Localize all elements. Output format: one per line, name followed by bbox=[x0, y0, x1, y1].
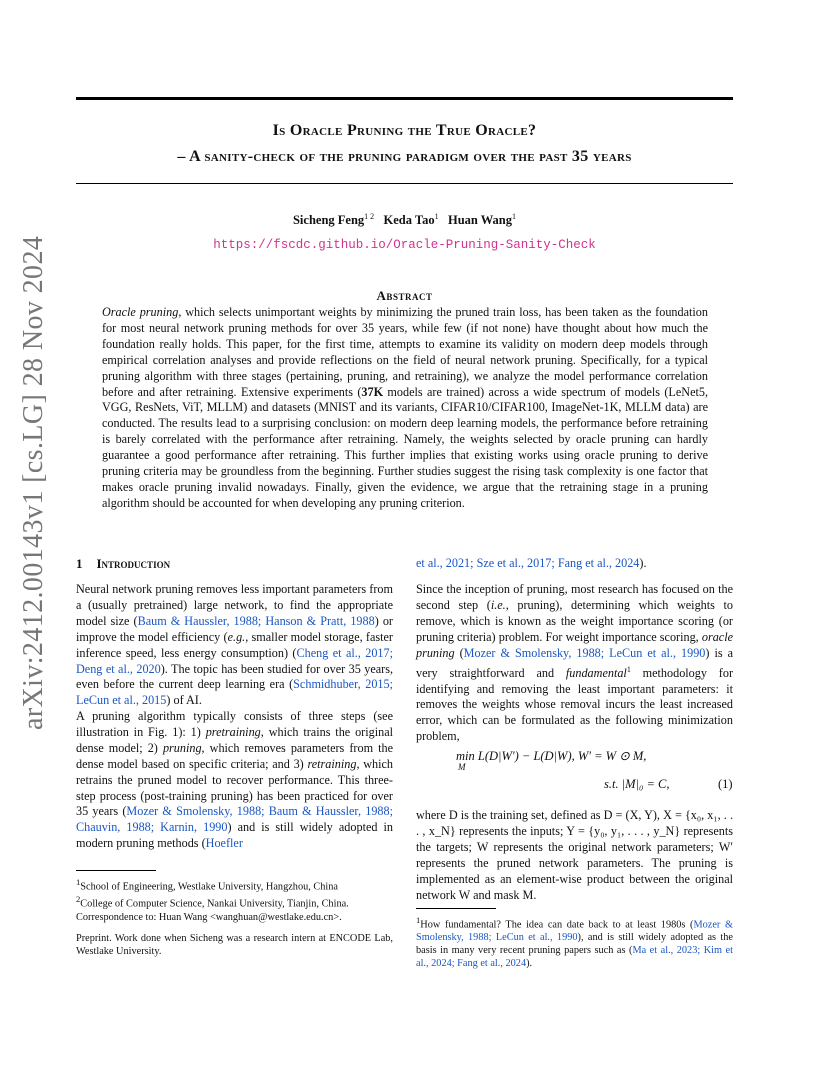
citation-link[interactable]: et al., 2021; Sze et al., 2017; Fang et al., 2024 bbox=[416, 556, 640, 570]
section-heading-introduction bbox=[76, 556, 170, 572]
intro-paragraph-4: where D is the training set, defined as D = (X, Y), X = {x₀, x₁, . . . , x_N} represents the inputs; Y = {y₀, y₁, . . . , y_N} represents the targets; W represents the original network parameters; W′ represents the pruned network parameters. The pruning is implemented as an element-wise product between the original network W and mask M. bbox=[416, 808, 733, 902]
intro-paragraph-3: Since the inception of pruning, most research has focused on the second step (i.e., pruning), determining which weights to remove, which is known as the weight importance scoring (or pruning criteria) problem. For weight importance scoring, oracle pruning (Mozer & Smolensky, 1988; LeCun et al., 1990) is a very straightforward and fundamental$^1$ methodology for identifying and removing the least important parameters: it removes the weights whose removal incurs the least increased error, which can be formulated as the following minimization problem, bbox=[416, 582, 733, 744]
author-affiliation: 1 bbox=[434, 212, 439, 221]
abstract-body: Oracle pruning, which selects unimportant weights by minimizing the pruned train loss, has been taken as the foundation for most neural network pruning methods for over 35 years, while few (if not none) have thought about how much the foundation really holds. This paper, for the first time, attempts to examine its validity on modern deep models through empirical correlation analyses and provide reflections on the field of neural network pruning. Specifically, for a typical pruning algorithm with three stages (pertaining, pruning, and retraining), we analyze the model performance correlation before and after retraining. Extensive experiments (37K models are trained) across a wide spectrum of models (LeNet5, VGG, ResNets, ViT, MLLM) and datasets (MNIST and its variants, CIFAR10/CIFAR100, ImageNet-1K, MLLM data) are conducted. The results lead to a surprising conclusion: on modern deep learning models, the performance before retraining is barely correlated with the performance after retraining. Namely, the weights selected by oracle pruning can hardly guarantee a good performance after retraining. This further implies that existing works using oracle pruning to derive pruning criteria may be groundless from the beginning. Further studies suggest the rising task complexity is one factor that makes oracle pruning invalid nowadays. Finally, given the evidence, we argue that the retraining stage in a pruning algorithm should be accounted for when developing any pruning criterion. bbox=[102, 305, 709, 510]
footnote-correspondence: Correspondence to: Huan Wang <wanghuan@westlake.edu.cn>. bbox=[76, 911, 342, 923]
title-top-rule bbox=[76, 97, 733, 100]
abstract-heading: Abstract bbox=[376, 288, 433, 303]
equation-subscript: M bbox=[458, 762, 466, 772]
abstract-emphasis: Oracle pruning bbox=[102, 305, 179, 319]
citation-link[interactable]: Schmidhuber, 2015; LeCun et al., 2015 bbox=[76, 677, 394, 708]
intro-paragraph-1: Neural network pruning removes less important parameters from a (usually pretrained) large network, to find the appropriate model size (Baum & Haussler, 1988; Hanson & Pratt, 1988) or improve the model efficiency (e.g., smaller model storage, faster inference speed, less energy consumption) (Cheng et al., 2017; Deng et al., 2020). The topic has been studied for over 35 years, even before the current deep learning era (Schmidhuber, 2015; LeCun et al., 2015) of AI. bbox=[76, 582, 394, 708]
citation-link[interactable]: Ma et al., 2023; Kim et al., 2024; Fang et al., 2024 bbox=[416, 945, 733, 970]
citation-link[interactable]: Mozer & Smolensky, 1988; Baum & Haussler, 1988; Chauvin, 1988; Karnin, 1990 bbox=[76, 804, 393, 835]
author-name: Sicheng Feng bbox=[292, 213, 365, 228]
footnote-rule-right bbox=[416, 908, 496, 909]
equation-line-2: s.t. |M|₀ = C, bbox=[604, 777, 670, 791]
affiliation-footnotes: $^1$School of Engineering, Westlake University, Hangzhou, China $^2$College of Computer Science, Nankai University, Tianjin, China. Correspondence to: Huan Wang <wanghuan@westlake.edu.cn>. bbox=[76, 876, 396, 924]
section-number: 1 bbox=[76, 556, 83, 571]
citation-link[interactable]: Baum & Haussler, 1988; Hanson & Pratt, 1988 bbox=[137, 613, 375, 628]
title-bottom-rule bbox=[76, 183, 733, 184]
project-url-link[interactable]: https://fscdc.github.io/Oracle-Pruning-Sanity-Check bbox=[213, 238, 596, 252]
citation-link[interactable]: Hoefler bbox=[205, 836, 243, 851]
intro-paragraph-2: A pruning algorithm typically consists of three steps (see illustration in Fig. 1): 1) pretraining, which trains the original dense model; 2) pruning, which removes parameters from the dense model based on specific criteria; and 3) retraining, which retrains the pruned model to recover performance. This three-step process (post-training pruning) has been practiced for over 35 years (Mozer & Smolensky, 1988; Baum & Haussler, 1988; Chauvin, 1988; Karnin, 1990) and is still widely adopted in modern pruning methods (Hoefler bbox=[76, 709, 393, 851]
section-title: Introduction bbox=[96, 556, 171, 571]
footnote-rule bbox=[76, 870, 156, 871]
footnote-affiliation-2: College of Computer Science, Nankai University, Tianjin, China. bbox=[80, 898, 349, 910]
fundamental-footnote: $^1$How fundamental? The idea can date back to at least 1980s (Mozer & Smolensky, 1988; LeCun et al., 1990), and is still widely adopted as the basis in many very recent pruning papers such as (Ma et al., 2023; Kim et al., 2024; Fang et al., 2024). bbox=[416, 915, 733, 970]
paper-title-line1: Is Oracle Pruning the True Oracle? bbox=[272, 122, 537, 139]
arxiv-stamp: arXiv:2412.00143v1 [cs.LG] 28 Nov 2024 bbox=[18, 235, 49, 730]
author-name: Huan Wang bbox=[447, 213, 513, 228]
author-affiliation: 1 bbox=[512, 212, 517, 221]
abstract-bold: 37K bbox=[361, 384, 384, 399]
citation-link[interactable]: Mozer & Smolensky, 1988; LeCun et al., 1990 bbox=[463, 645, 706, 660]
citation-link[interactable]: Cheng et al., 2017; Deng et al., 2020 bbox=[76, 645, 394, 676]
equation-number: (1) bbox=[718, 777, 733, 791]
equation-line-1: min L(D|W′) − L(D|W), W′ = W ⊙ M, bbox=[456, 749, 647, 763]
footnote-affiliation-1: School of Engineering, Westlake University, Hangzhou, China bbox=[80, 881, 338, 893]
preprint-note: Preprint. Work done when Sicheng was a research intern at ENCODE Lab, Westlake University. bbox=[76, 933, 393, 957]
author-list bbox=[76, 212, 733, 228]
author-affiliation: 1 2 bbox=[364, 212, 375, 221]
paper-title-line2: – A sanity-check of the pruning paradigm over the past 35 years bbox=[177, 148, 632, 165]
citation-link[interactable]: Mozer & Smolensky, 1988; LeCun et al., 1990 bbox=[416, 919, 733, 944]
intro-continued: et al., 2021; Sze et al., 2017; Fang et al., 2024). bbox=[416, 556, 647, 570]
author-name: Keda Tao bbox=[383, 213, 435, 228]
